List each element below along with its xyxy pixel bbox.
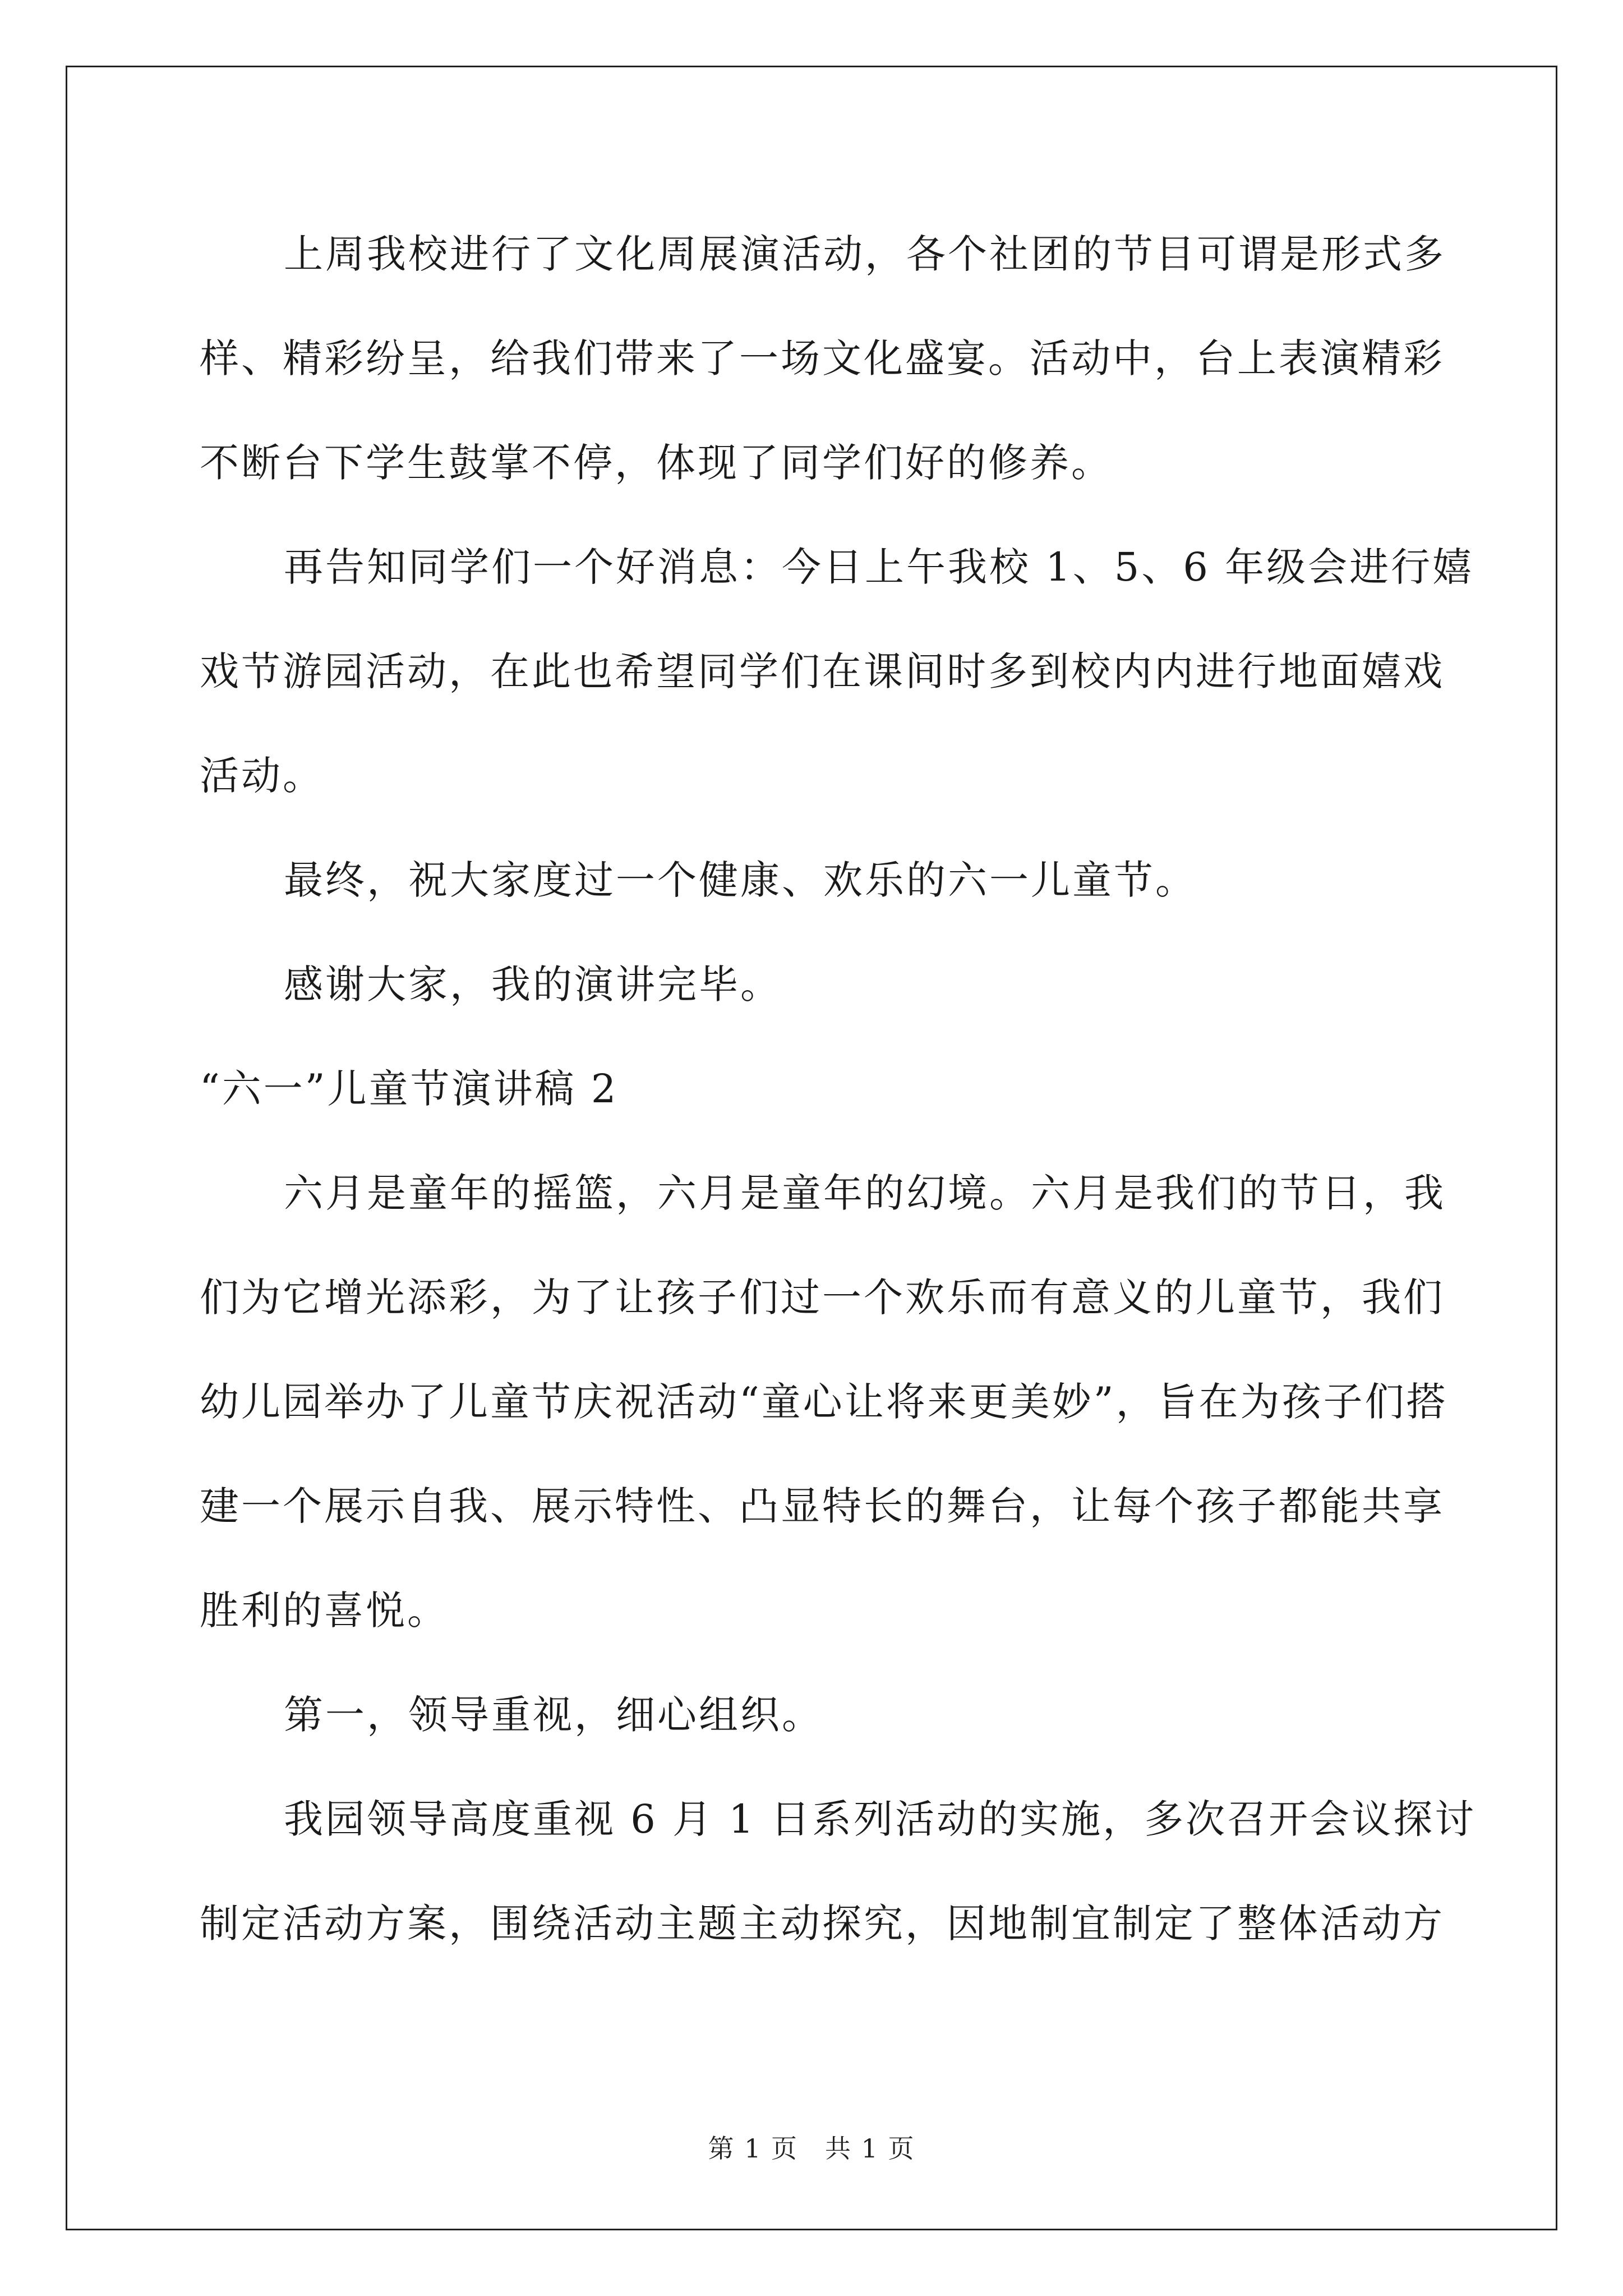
text-line: 感谢大家，我的演讲完毕。 bbox=[284, 961, 782, 1007]
text-line: 六月是童年的摇篮，六月是童年的幻境。六月是我们的节日，我 bbox=[284, 1170, 1446, 1216]
text-line: 幼儿园举办了儿童节庆祝活动“童心让将来更美妙”，旨在为孩子们搭 bbox=[200, 1379, 1448, 1425]
text-line: 最终，祝大家度过一个健康、欢乐的六一儿童节。 bbox=[284, 857, 1197, 903]
text-line: 建一个展示自我、展示特性、凸显特长的舞台，让每个孩子都能共享 bbox=[200, 1483, 1445, 1529]
text-line: 戏节游园活动，在此也希望同学们在课间时多到校内内进行地面嬉戏 bbox=[200, 648, 1445, 694]
paragraph bbox=[200, 1141, 1448, 1663]
text-line: 制定活动方案，围绕活动主题主动探究，因地制宜制定了整体活动方 bbox=[200, 1901, 1445, 1947]
text-line: 上周我校进行了文化周展演活动，各个社团的节目可谓是形式多 bbox=[284, 231, 1446, 277]
heading-text: “六一”儿童节演讲稿 2 bbox=[200, 1066, 619, 1112]
text-line: 样、精彩纷呈，给我们带来了一场文化盛宴。活动中，台上表演精彩 bbox=[200, 335, 1445, 381]
text-line: 们为它增光添彩，为了让孩子们过一个欢乐而有意义的儿童节，我们 bbox=[200, 1274, 1445, 1320]
page-number-label: 第 1 页 共 1 页 bbox=[708, 2133, 915, 2164]
paragraph bbox=[200, 1767, 1477, 1976]
text-line: 我园领导高度重视 6 月 1 日系列活动的实施，多次召开会议探讨 bbox=[284, 1796, 1477, 1842]
page-footer bbox=[0, 2132, 1623, 2165]
paragraph bbox=[200, 1663, 1424, 1767]
text-line: 不断台下学生鼓掌不停，体现了同学们好的修养。 bbox=[200, 440, 1113, 486]
text-line: 活动。 bbox=[200, 753, 324, 799]
paragraph bbox=[200, 515, 1474, 828]
paragraph bbox=[200, 828, 1424, 932]
text-line: 胜利的喜悦。 bbox=[200, 1588, 449, 1634]
paragraph bbox=[200, 202, 1446, 515]
document-body bbox=[200, 202, 1477, 1976]
text-line: 第一，领导重视，细心组织。 bbox=[284, 1692, 823, 1738]
section-heading bbox=[200, 1037, 1424, 1141]
paragraph bbox=[200, 932, 1424, 1037]
text-line: 再告知同学们一个好消息：今日上午我校 1、5、6 年级会进行嬉 bbox=[284, 544, 1474, 590]
